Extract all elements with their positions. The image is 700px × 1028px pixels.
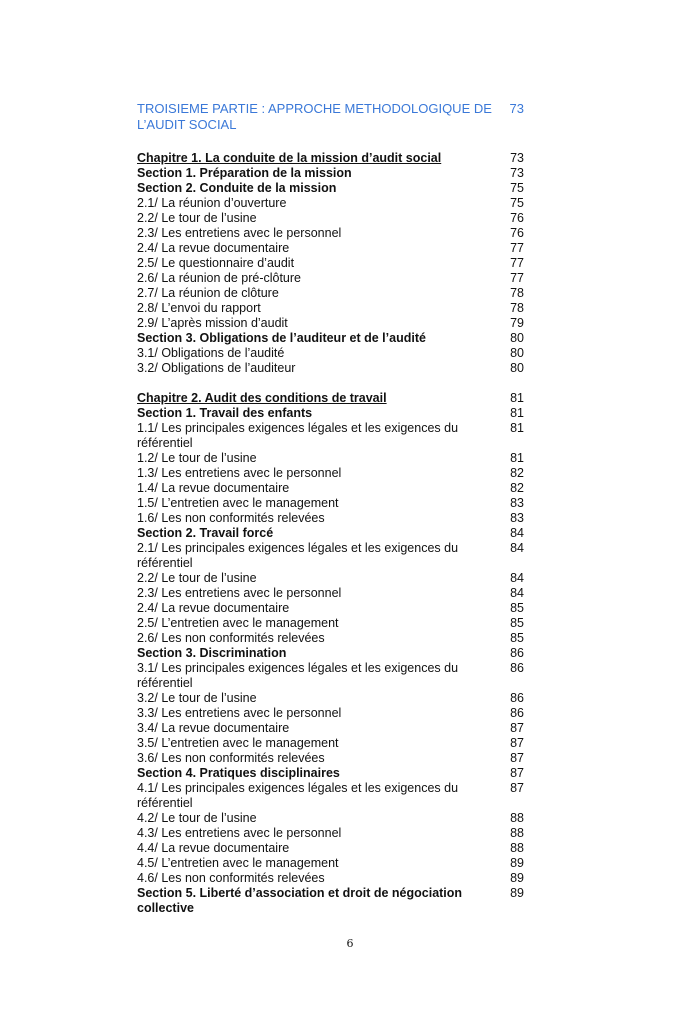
toc-entry-text: 2.4/ La revue documentaire [137,601,290,615]
chapter-1-heading [137,151,524,166]
toc-item [137,871,524,886]
toc-entry-text: 1.2/ Le tour de l’usine [137,451,257,465]
toc-item [137,451,524,466]
toc-entry-text: 4.2/ Le tour de l’usine [137,811,257,825]
toc-entry-text: 3.3/ Les entretiens avec le personnel [137,706,342,720]
toc-entry-page: 83 [510,496,524,510]
toc-item [137,361,524,376]
toc-entry-page: 84 [510,526,524,540]
toc-entry-text: 1.6/ Les non conformités relevées [137,511,325,525]
chapter-1-entries [137,166,524,376]
page-number: 6 [346,937,354,950]
toc-entry-text: 1.3/ Les entretiens avec le personnel [137,466,342,480]
toc-section [137,766,524,781]
toc-entry-text: 1.5/ L’entretien avec le management [137,496,339,510]
toc-section [137,166,524,181]
toc-section [137,526,524,541]
toc-entry-text: 3.2/ Le tour de l’usine [137,691,257,705]
toc-entry-page: 81 [510,451,524,465]
part-title: TROISIEME PARTIE : APPROCHE METHODOLOGIQUE DE L’AUDIT SOCIAL [137,101,492,132]
toc-entry-text: Section 2. Travail forcé [137,526,274,540]
toc-entry-page: 82 [510,466,524,480]
toc-entry-text: 4.4/ La revue documentaire [137,841,290,855]
part-heading [137,101,524,133]
toc-entry-page: 76 [510,226,524,240]
toc-entry-text: 2.3/ Les entretiens avec le personnel [137,586,342,600]
table-of-contents [137,101,524,916]
toc-entry-page: 84 [510,571,524,585]
toc-item [137,541,524,571]
toc-entry-text: Section 1. Travail des enfants [137,406,313,420]
toc-entry-page: 77 [510,271,524,285]
toc-item [137,631,524,646]
chapter-title: Chapitre 1. La conduite de la mission d’audit social [137,151,442,165]
toc-entry-page: 89 [510,886,524,900]
toc-entry-text: Section 3. Obligations de l’auditeur et de l’audité [137,331,426,345]
toc-entry-text: 2.5/ L’entretien avec le management [137,616,339,630]
toc-entry-page: 87 [510,751,524,765]
toc-section [137,406,524,421]
toc-entry-text: 2.5/ Le questionnaire d’audit [137,256,295,270]
toc-item [137,421,524,451]
toc-section [137,886,524,916]
toc-entry-page: 88 [510,826,524,840]
toc-entry-text: 3.1/ Les principales exigences légales et les exigences du référentiel [137,661,459,690]
toc-entry-text: 2.4/ La revue documentaire [137,241,290,255]
toc-entry-text: 3.6/ Les non conformités relevées [137,751,325,765]
toc-section [137,331,524,346]
toc-item [137,811,524,826]
toc-section [137,646,524,661]
toc-entry-page: 85 [510,631,524,645]
toc-item [137,826,524,841]
toc-entry-text: 3.1/ Obligations de l’audité [137,346,285,360]
toc-entry-text: Section 5. Liberté d’association et droit de négociation collective [137,886,463,915]
toc-entry-text: 2.3/ Les entretiens avec le personnel [137,226,342,240]
toc-entry-text: Section 4. Pratiques disciplinaires [137,766,340,780]
toc-item [137,211,524,226]
toc-entry-text: Section 2. Conduite de la mission [137,181,337,195]
toc-entry-text: 2.2/ Le tour de l’usine [137,571,257,585]
toc-entry-text: 1.1/ Les principales exigences légales et les exigences du référentiel [137,421,459,450]
toc-item [137,226,524,241]
toc-entry-page: 87 [510,736,524,750]
toc-item [137,601,524,616]
toc-item [137,496,524,511]
toc-entry-text: 3.2/ Obligations de l’auditeur [137,361,296,375]
chapter-2-heading [137,391,524,406]
toc-entry-text: Section 3. Discrimination [137,646,287,660]
toc-entry-page: 84 [510,541,524,555]
toc-item [137,661,524,691]
toc-item [137,241,524,256]
toc-entry-text: Section 1. Préparation de la mission [137,166,352,180]
toc-entry-page: 82 [510,481,524,495]
toc-item [137,586,524,601]
chapter-2-entries [137,406,524,916]
toc-entry-page: 89 [510,871,524,885]
toc-entry-page: 86 [510,691,524,705]
toc-item [137,511,524,526]
toc-item [137,301,524,316]
toc-section [137,181,524,196]
toc-item [137,346,524,361]
toc-entry-page: 86 [510,646,524,660]
toc-entry-page: 84 [510,586,524,600]
toc-entry-text: 1.4/ La revue documentaire [137,481,290,495]
part-page: 73 [509,101,524,116]
toc-entry-page: 88 [510,811,524,825]
toc-entry-page: 86 [510,706,524,720]
toc-entry-page: 78 [510,301,524,315]
toc-item [137,781,524,811]
toc-entry-text: 4.1/ Les principales exigences légales et les exigences du référentiel [137,781,459,810]
toc-entry-text: 2.6/ La réunion de pré-clôture [137,271,301,285]
toc-item [137,571,524,586]
toc-entry-page: 88 [510,841,524,855]
toc-entry-page: 79 [510,316,524,330]
toc-entry-text: 2.1/ La réunion d’ouverture [137,196,287,210]
toc-entry-text: 2.9/ L’après mission d’audit [137,316,288,330]
toc-item [137,271,524,286]
toc-entry-text: 4.3/ Les entretiens avec le personnel [137,826,342,840]
toc-entry-page: 86 [510,661,524,675]
toc-item [137,481,524,496]
toc-entry-page: 78 [510,286,524,300]
toc-item [137,841,524,856]
toc-entry-page: 75 [510,196,524,210]
toc-item [137,196,524,211]
toc-entry-page: 73 [510,166,524,180]
toc-entry-page: 77 [510,256,524,270]
toc-item [137,286,524,301]
toc-item [137,751,524,766]
toc-entry-text: 2.8/ L’envoi du rapport [137,301,261,315]
toc-item [137,856,524,871]
toc-item [137,706,524,721]
toc-entry-text: 4.6/ Les non conformités relevées [137,871,325,885]
toc-entry-text: 3.4/ La revue documentaire [137,721,290,735]
toc-entry-page: 80 [510,346,524,360]
toc-entry-page: 76 [510,211,524,225]
toc-item [137,316,524,331]
chapter-page: 73 [510,151,524,165]
toc-entry-text: 4.5/ L’entretien avec le management [137,856,339,870]
toc-item [137,466,524,481]
toc-entry-page: 87 [510,781,524,795]
toc-entry-page: 83 [510,511,524,525]
toc-entry-page: 81 [510,406,524,420]
toc-entry-page: 85 [510,601,524,615]
toc-item [137,616,524,631]
toc-entry-page: 80 [510,361,524,375]
toc-item [137,691,524,706]
toc-item [137,256,524,271]
toc-entry-page: 81 [510,421,524,435]
toc-entry-page: 85 [510,616,524,630]
toc-entry-text: 3.5/ L’entretien avec le management [137,736,339,750]
toc-entry-text: 2.6/ Les non conformités relevées [137,631,325,645]
toc-entry-page: 87 [510,766,524,780]
toc-item [137,721,524,736]
chapter-page: 81 [510,391,524,405]
toc-item [137,736,524,751]
toc-entry-page: 80 [510,331,524,345]
toc-entry-text: 2.7/ La réunion de clôture [137,286,279,300]
toc-entry-text: 2.1/ Les principales exigences légales et les exigences du référentiel [137,541,459,570]
toc-entry-page: 75 [510,181,524,195]
chapter-title: Chapitre 2. Audit des conditions de travail [137,391,387,405]
toc-entry-page: 87 [510,721,524,735]
toc-entry-text: 2.2/ Le tour de l’usine [137,211,257,225]
toc-entry-page: 89 [510,856,524,870]
toc-entry-page: 77 [510,241,524,255]
